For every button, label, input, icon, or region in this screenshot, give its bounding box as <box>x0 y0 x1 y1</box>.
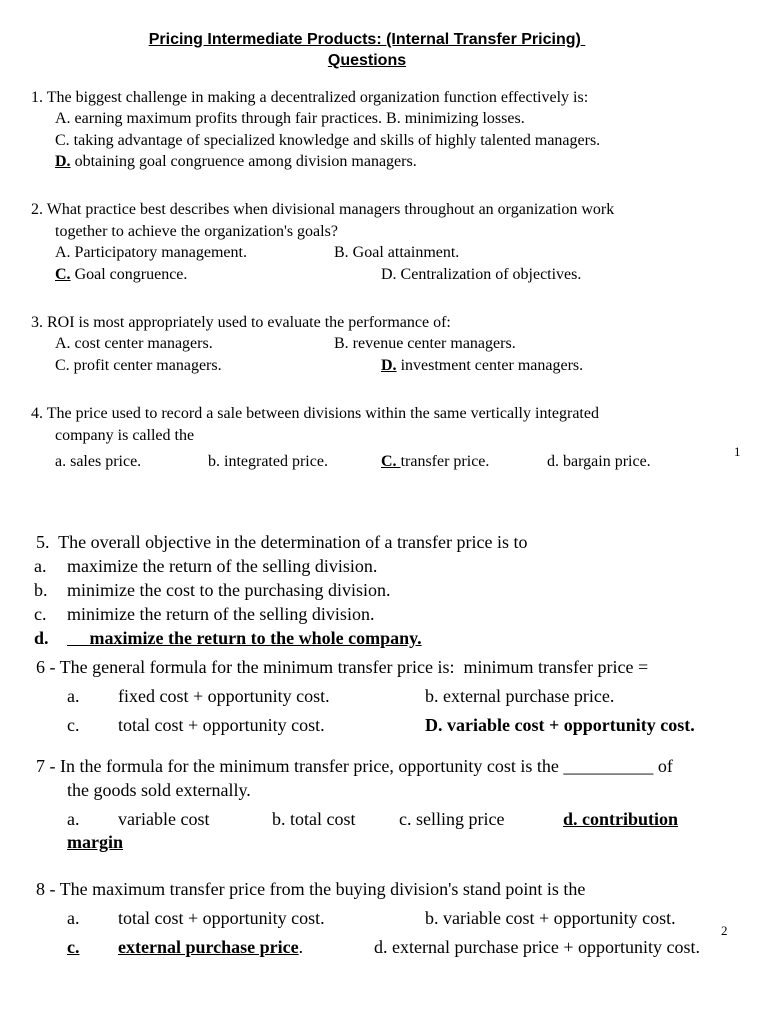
question-4-stem-line-2: company is called the <box>55 427 195 444</box>
question-6-option-b: b. external purchase price. <box>425 686 615 706</box>
question-8-option-b: b. variable cost + opportunity cost. <box>425 908 676 928</box>
question-6-option-c: total cost + opportunity cost. <box>118 715 325 735</box>
question-7-option-c: c. selling price <box>399 809 505 829</box>
question-5-letter-c: c. <box>34 604 47 624</box>
question-3-option-b: B. revenue center managers. <box>334 335 516 352</box>
question-6-stem: 6 - The general formula for the minimum transfer price is: minimum transfer price = <box>36 657 649 677</box>
option-text: transfer price. <box>400 453 490 470</box>
question-7-stem-line-2: the goods sold externally. <box>67 780 251 800</box>
question-5-letter-d: d. <box>34 628 49 648</box>
option-text: obtaining goal congruence among division managers. <box>70 153 417 170</box>
question-5-option-c: minimize the return of the selling division. <box>67 604 375 624</box>
question-8-stem: 8 - The maximum transfer price from the buying division's stand point is the <box>36 879 586 899</box>
question-3-option-c: C. profit center managers. <box>55 357 222 374</box>
question-5-letter-b: b. <box>34 580 48 600</box>
question-5-option-a: maximize the return of the selling division. <box>67 556 378 576</box>
question-2-option-a: A. Participatory management. <box>55 244 247 261</box>
answer-letter: D. <box>55 153 71 170</box>
page-title: Pricing Intermediate Products: (Internal Transfer Pricing) <box>148 31 586 48</box>
question-6-option-d: D. variable cost + opportunity cost. <box>425 715 695 735</box>
question-2-option-d: D. Centralization of objectives. <box>381 266 582 283</box>
question-7-option-b: b. total cost <box>272 809 356 829</box>
question-3-option-d <box>381 357 583 375</box>
question-4-option-c <box>381 453 489 471</box>
punctuation: . <box>298 937 304 957</box>
question-5-letter-a: a. <box>34 556 47 576</box>
question-7-option-a: variable cost <box>118 809 210 829</box>
question-8-option-a: total cost + opportunity cost. <box>118 908 325 928</box>
option-text: Goal congruence. <box>70 266 188 283</box>
question-6-letter-a: a. <box>67 686 80 706</box>
question-7-option-d-continued: margin <box>67 832 123 852</box>
question-3-stem: 3. ROI is most appropriately used to evaluate the performance of: <box>31 314 451 331</box>
question-2-stem-line-1: 2. What practice best describes when divisional managers throughout an organization work <box>31 201 615 218</box>
question-2-option-b: B. Goal attainment. <box>334 244 460 261</box>
question-4-option-a: a. sales price. <box>55 453 142 470</box>
question-1-option-d <box>55 153 417 171</box>
question-7-option-d: d. contribution <box>563 809 679 829</box>
question-4-option-b: b. integrated price. <box>208 453 328 470</box>
question-6-letter-c: c. <box>67 715 80 735</box>
question-2-stem-line-2: together to achieve the organization's goals? <box>55 223 338 240</box>
question-4-stem-line-1: 4. The price used to record a sale between divisions within the same vertically integrated <box>31 405 599 422</box>
question-7-letter-a: a. <box>67 809 80 829</box>
question-8-letter-c: c. <box>67 937 80 957</box>
page-subtitle: Questions <box>327 52 407 69</box>
page-number: 2 <box>721 923 728 938</box>
question-2-option-c <box>55 266 187 284</box>
question-4-option-d: d. bargain price. <box>547 453 651 470</box>
option-text: investment center managers. <box>396 357 584 374</box>
answer-text: external purchase price <box>118 937 299 957</box>
question-3-option-a: A. cost center managers. <box>55 335 213 352</box>
question-1-stem: 1. The biggest challenge in making a decentralized organization function effectively is: <box>31 89 589 106</box>
answer-letter: D. <box>381 357 397 374</box>
question-5-stem: 5. The overall objective in the determination of a transfer price is to <box>36 532 528 552</box>
question-5-option-d: maximize the return to the whole company. <box>67 628 422 648</box>
question-8-option-d: d. external purchase price + opportunity cost. <box>374 937 701 957</box>
answer-letter: C. <box>55 266 71 283</box>
question-8-letter-a: a. <box>67 908 80 928</box>
question-7-stem-line-1: 7 - In the formula for the minimum transfer price, opportunity cost is the __________ of <box>36 756 673 776</box>
question-5-option-b: minimize the cost to the purchasing division. <box>67 580 391 600</box>
question-6-option-a: fixed cost + opportunity cost. <box>118 686 330 706</box>
answer-letter: C. <box>381 453 401 470</box>
question-1-option-c: C. taking advantage of specialized knowledge and skills of highly talented managers. <box>55 132 601 149</box>
question-8-option-c <box>118 937 303 958</box>
page-number: 1 <box>734 444 741 459</box>
question-1-options-a-b: A. earning maximum profits through fair practices. B. minimizing losses. <box>55 110 525 127</box>
